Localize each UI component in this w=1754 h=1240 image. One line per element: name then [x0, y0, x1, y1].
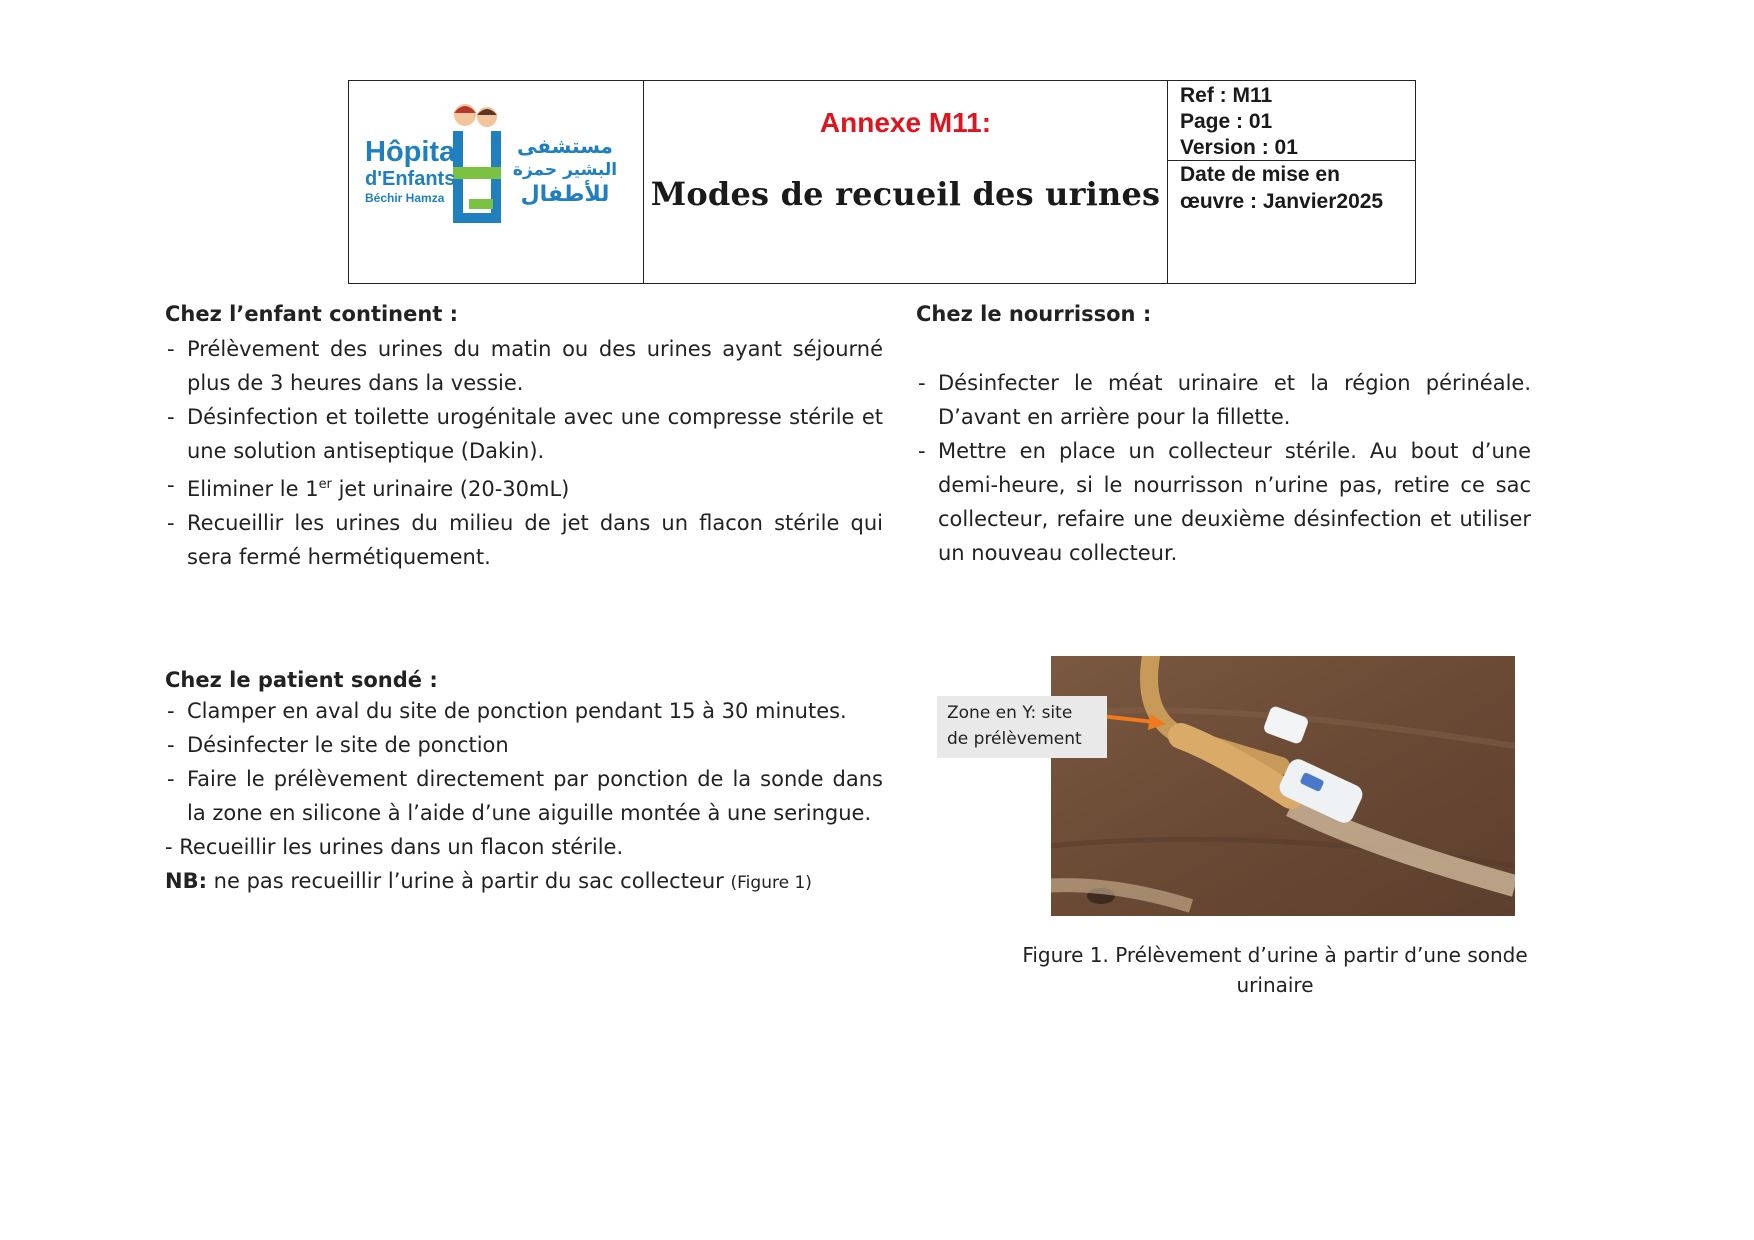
section-enfant-continent — [165, 300, 883, 574]
meta-ref-block — [1168, 81, 1415, 161]
nb-text: ne pas recueillir l’urine à partir du sac collecteur — [206, 869, 731, 893]
list-item: - Prélèvement des urines du matin ou des urines ayant séjourné plus de 3 heures dans la vessie. — [165, 332, 883, 400]
catheter-photo — [1051, 656, 1515, 916]
annexe-label: Annexe M11: — [819, 107, 992, 138]
logo-ar-line3: للأطفال — [520, 182, 610, 207]
logo-text-ar — [501, 133, 629, 209]
date-line2: œuvre : Janvier2025 — [1180, 190, 1384, 213]
list-item: - Désinfecter le méat urinaire et la région périnéale. D’avant en arrière pour la fillette. — [916, 366, 1531, 434]
logo-ar-line2: البشير حمزة — [512, 160, 618, 180]
section-heading: Chez le patient sondé : — [165, 668, 438, 692]
figure-caption: Figure 1. Prélèvement d’urine à partir d’une sonde urinaire — [1022, 943, 1528, 997]
date-line1: Date de mise en — [1180, 163, 1340, 186]
meta-cell — [1168, 81, 1415, 283]
nb-label: NB: — [165, 869, 207, 893]
logo-fr-line2: d'Enfants — [365, 168, 456, 190]
list-item: - Recueillir les urines du milieu de jet dans un flacon stérile qui sera fermé hermétiquement. — [165, 506, 883, 574]
list-item: - Mettre en place un collecteur stérile. Au bout d’une demi-heure, si le nourrisson n’urine pas, retire ce sac collecteur, refaire une deuxième désinfection et utiliser un nouveau collecteur. — [916, 434, 1531, 570]
section-patient-sonde — [165, 666, 883, 900]
version-value: Version : 01 — [1180, 136, 1298, 159]
figure-callout — [937, 696, 1107, 758]
item-text: jet urinaire (20-30mL) — [331, 477, 570, 501]
list-item: - Faire le prélèvement directement par ponction de la sonde dans la zone en silicone à l’aide d’une aiguille montée à une seringue. — [165, 762, 883, 830]
section-heading: Chez le nourrisson : — [916, 302, 1152, 326]
page-number: Page : 01 — [1180, 110, 1273, 133]
page-title: Modes de recueil des urines — [650, 175, 1161, 213]
logo-fr-line1: Hôpital — [365, 136, 464, 168]
ref-value: Ref : M11 — [1180, 84, 1273, 107]
list-item: - Clamper en aval du site de ponction pendant 15 à 30 minutes. — [165, 694, 883, 728]
callout-line2: de prélèvement — [947, 729, 1082, 749]
section-nourrisson — [916, 300, 1531, 570]
logo-text-fr — [365, 137, 463, 205]
logo-fr-line3: Béchir Hamza — [365, 191, 445, 205]
item-text: Eliminer le 1 — [187, 477, 319, 501]
figure-reference: (Figure 1) — [730, 873, 812, 893]
logo-cell — [349, 81, 644, 283]
document-header — [348, 80, 1416, 284]
nb-note — [165, 864, 883, 900]
title-cell — [644, 81, 1168, 283]
list-item: - Désinfection et toilette urogénitale avec une compresse stérile et une solution antiseptique (Dakin). — [165, 400, 883, 468]
logo-ar-line1: مستشفى — [517, 134, 613, 158]
meta-date-block — [1168, 161, 1415, 215]
list-item-plain: - Recueillir les urines dans un flacon stérile. — [165, 835, 624, 859]
callout-line1: Zone en Y: site — [947, 703, 1073, 723]
list-item: - Désinfecter le site de ponction — [165, 728, 883, 762]
section-heading: Chez l’enfant continent : — [165, 302, 459, 326]
list-item — [165, 468, 883, 506]
superscript: er — [318, 477, 332, 492]
